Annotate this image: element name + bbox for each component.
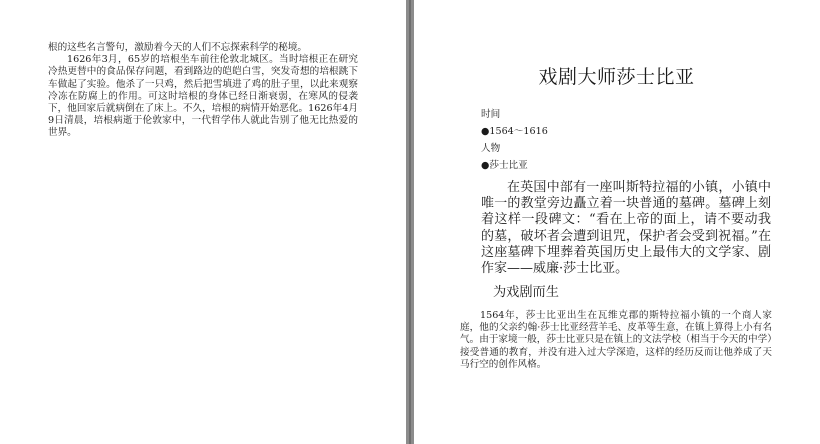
left-page-text [48, 42, 358, 140]
time-value: ●1564～1616 [481, 126, 548, 137]
left-paragraph-2: 1626年3月，65岁的培根坐车前往伦敦北城区。当时培根正在研究冷热更替中的食品保存问题，看到路边的皑皑白雪，突发奇想的培根跳下车做起了实验。他杀了一只鸡，然后把雪填进了鸡的肚子里，以此来观察冷冻在防腐上的作用。可这时培根的身体已经日渐衰弱，在寒风的侵袭下，他回家后就病倒在了床上。不久，培根的病情开始恶化。1626年4月9日清晨，培根病逝于伦敦家中，一代哲学伟人就此告别了他无比热爱的世界。 [48, 54, 358, 139]
time-label: 时间 [481, 109, 501, 120]
section-heading: 为戏剧而生 [493, 285, 559, 300]
person-label: 人物 [481, 143, 501, 154]
lead-paragraph: 在英国中部有一座叫斯特拉福的小镇，小镇中唯一的教堂旁边矗立着一块普通的墓碑。墓碑上刻着这样一段碑文：“看在上帝的面上，请不要动我的墓，破坏者会遭到诅咒，保护者会受到祝福。”在这座墓碑下埋葬着英国历史上最伟大的文学家、剧作家——威廉·莎士比亚。 [481, 180, 771, 277]
left-page [0, 0, 406, 444]
chapter-title: 戏剧大师莎士比亚 [538, 66, 695, 88]
person-value: ●莎士比亚 [481, 160, 528, 171]
page-divider [406, 0, 414, 444]
right-page [414, 0, 820, 444]
body-paragraph: 1564年，莎士比亚出生在瓦维克郡的斯特拉福小镇的一个商人家庭，他的父亲约翰·莎士比亚经营羊毛、皮革等生意，在镇上算得上小有名气。由于家境一般，莎士比亚只是在镇上的文法学校（相当于今天的中学）接受普通的教育，并没有进入过大学深造，这样的经历反而让他养成了天马行空的创作风格。 [460, 310, 772, 370]
left-paragraph-1: 根的这些名言警句，激励着今天的人们不忘探索科学的秘境。 [48, 42, 308, 53]
